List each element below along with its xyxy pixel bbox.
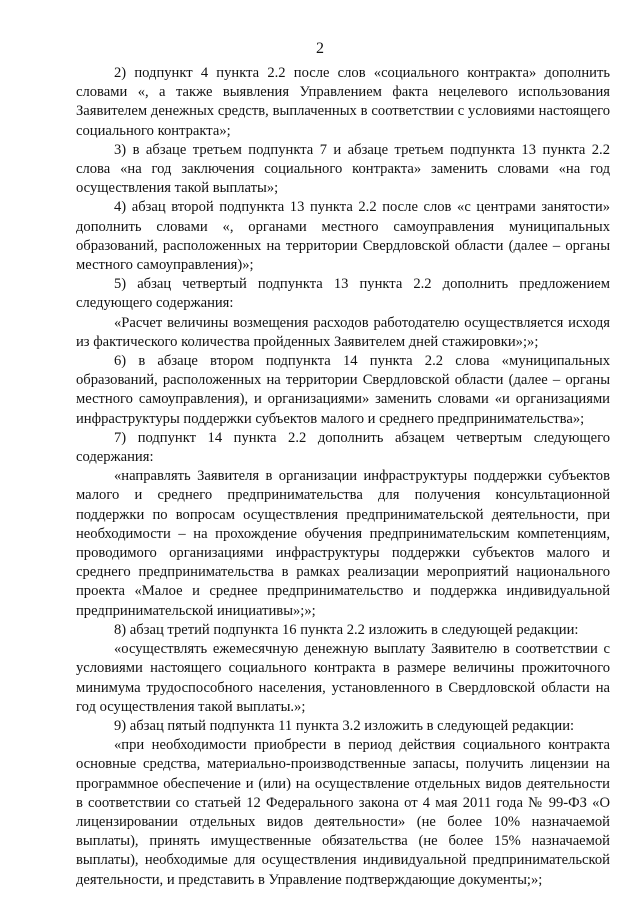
paragraph-quote-7: «направлять Заявителя в организации инфраструктуры поддержки субъектов малого и среднего предпринимательства для получения консультационной поддержки по вопросам осуществления предпринимательской деятельности, при необходимости – на прохождение обучения предпринимательским компетенциям, проводимого организациями инфраструктуры поддержки субъектов малого и среднего предпринимательства в рамках реализации мероприятий национального проекта «Малое и среднее предпринимательство и поддержка индивидуальной предпринимательской инициативы»;»; [76, 468, 610, 619]
paragraph-item-2: 2) подпункт 4 пункта 2.2 после слов «социального контракта» дополнить словами «, а также выявления Управлением факта нецелевого использования Заявителем денежных средств, выплаченных в соответствии с условиями настоящего социального контракта»; [76, 65, 610, 139]
paragraph-item-3: 3) в абзаце третьем подпункта 7 и абзаце третьем подпункта 13 пункта 2.2 слова «на год заключения социального контракта» заменить словами «на год осуществления такой выплаты»; [76, 141, 610, 197]
paragraph-quote-9: «при необходимости приобрести в период действия социального контракта основные средства, материально-производственные запасы, получить лицензии на программное обеспечение и (или) на осуществление отдельных видов деятельности в соответствии со статьей 12 Федерального закона от 4 мая 2011 года № 99-ФЗ «О лицензировании отдельных видов деятельности» (не более 10% назначаемой выплаты), принять имущественные обязательства (не более 15% назначаемой выплаты), необходимые для осуществления индивидуальной предпринимательской деятельности, и представить в Управление подтверждающие документы;»; [76, 737, 610, 888]
paragraph-item-6: 6) в абзаце втором подпункта 14 пункта 2.2 слова «муниципальных образований, расположенных на территории Свердловской области (далее – органы местного самоуправления), и организациями» заменить словами «и организациями инфраструктуры поддержки субъектов малого и среднего предпринимательства»; [76, 353, 610, 427]
page-number: 2 [316, 40, 324, 57]
paragraph-item-4: 4) абзац второй подпункта 13 пункта 2.2 после слов «с центрами занятости» дополнить словами «, органами местного самоуправления муниципальных образований, расположенных на территории Свердловской области (далее – органы местного самоуправления)»; [76, 199, 610, 274]
paragraph-item-9: 9) абзац пятый подпункта 11 пункта 3.2 изложить в следующей редакции: [114, 717, 575, 734]
paragraph-item-8: 8) абзац третий подпункта 16 пункта 2.2 изложить в следующей редакции: [114, 621, 579, 638]
scan-speck [286, 888, 288, 889]
paragraph-item-5: 5) абзац четвертый подпункта 13 пункта 2.2 дополнить предложением следующего содержания: [76, 276, 610, 312]
paragraph-quote-8: «осуществлять ежемесячную денежную выплату Заявителю в соответствии с условиями настоящего социального контракта в размере величины прожиточного минимума трудоспособного населения, установленного в Свердловской области на год осуществления такой выплаты.»; [76, 641, 610, 715]
document-body [76, 64, 610, 890]
paragraph-quote-5: «Расчет величины возмещения расходов работодателю осуществляется исходя из фактического количества пройденных Заявителем дней стажировки»;»; [76, 314, 610, 350]
paragraph-item-7: 7) подпункт 14 пункта 2.2 дополнить абзацем четвертым следующего содержания: [76, 429, 610, 466]
